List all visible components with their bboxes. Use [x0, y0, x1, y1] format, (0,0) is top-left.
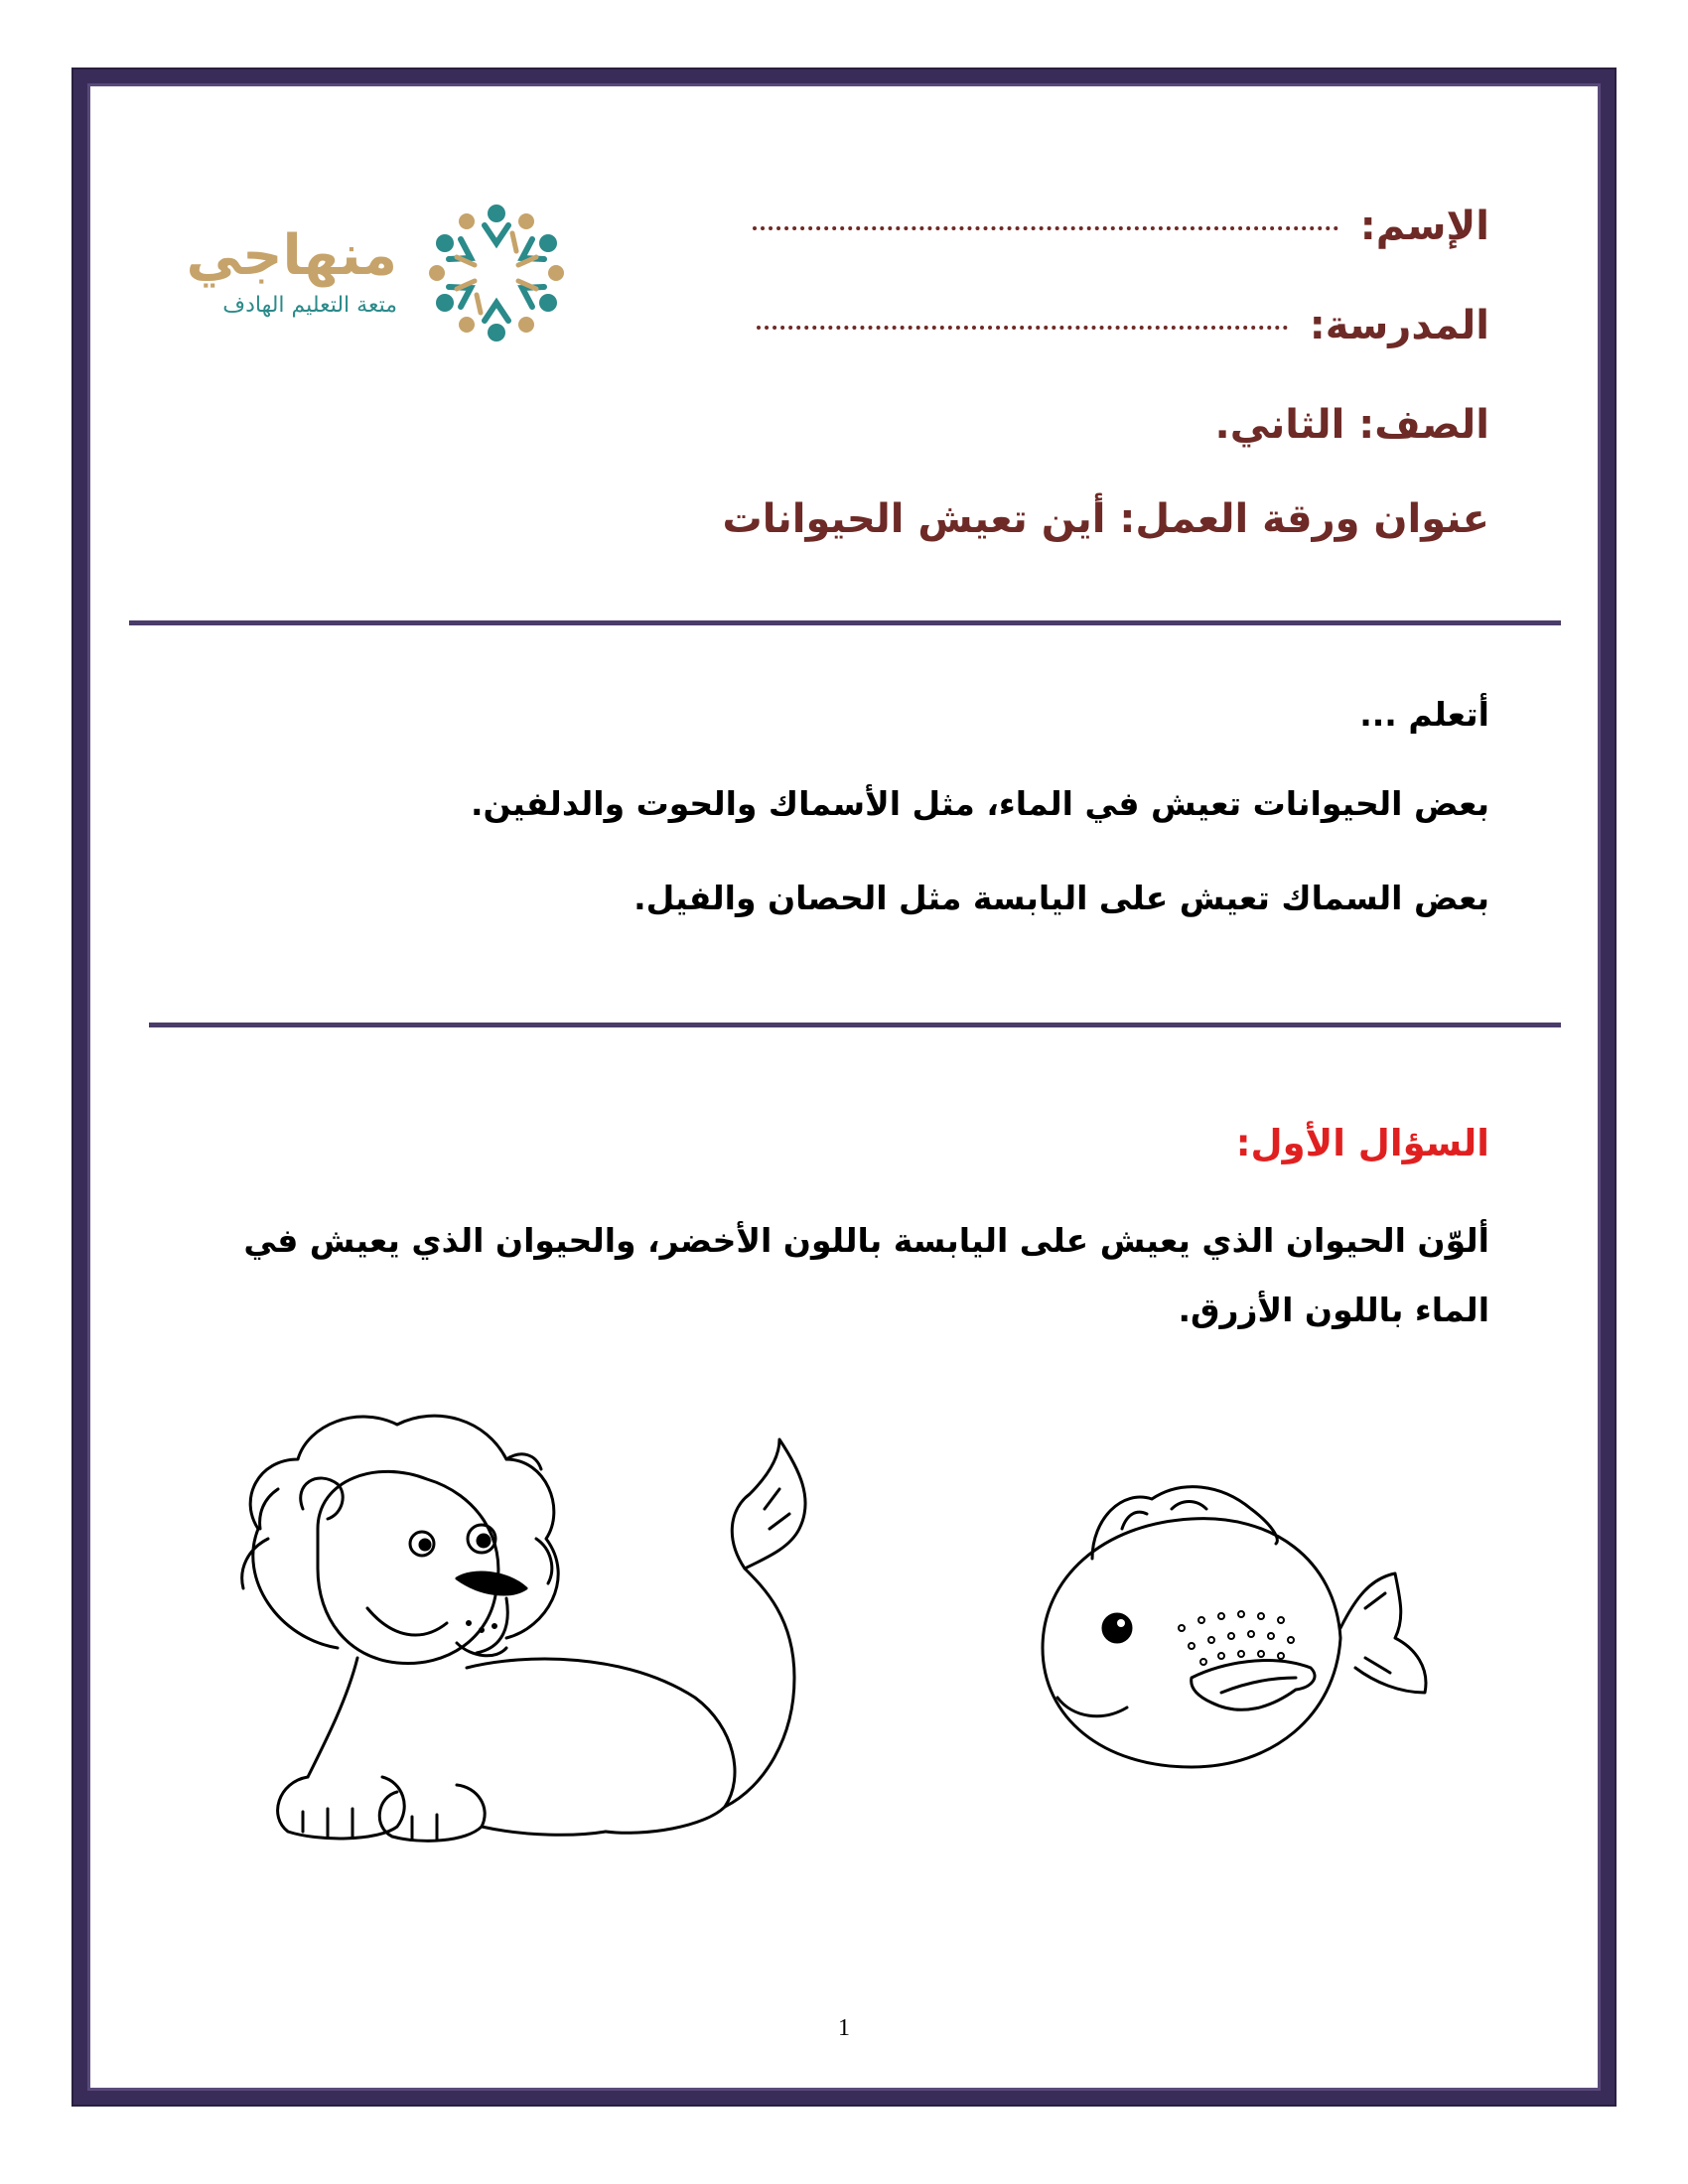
school-label: المدرسة:	[1309, 303, 1489, 348]
name-blank[interactable]	[753, 226, 1338, 230]
divider-middle	[149, 1023, 1561, 1027]
fish-illustration[interactable]	[1023, 1469, 1440, 1807]
page-number: 1	[838, 2015, 850, 2041]
divider-top	[129, 620, 1561, 625]
lion-illustration[interactable]	[209, 1400, 904, 1896]
school-blank[interactable]	[757, 326, 1288, 330]
school-field	[757, 303, 1489, 348]
logo-tagline: متعة التعليم الهادف	[222, 293, 397, 318]
logo-name: منهاجي	[186, 223, 397, 288]
grade-label: الصف: الثاني.	[1214, 402, 1489, 448]
question-title: السؤال الأول:	[1235, 1122, 1489, 1164]
learn-line-1: بعض الحيوانات تعيش في الماء، مثل الأسماك والحوت والدلفين.	[470, 784, 1489, 823]
logo-mark-icon	[417, 194, 576, 352]
question-text-line-1: ألوّن الحيوان الذي يعيش على اليابسة باللون الأخضر، والحيوان الذي يعيش في	[243, 1221, 1489, 1260]
name-label: الإسم:	[1359, 204, 1489, 249]
logo	[169, 194, 586, 352]
name-field	[753, 204, 1489, 249]
worksheet-title: عنوان ورقة العمل: أين تعيش الحيوانات	[722, 496, 1489, 542]
question-text-line-2: الماء باللون الأزرق.	[1178, 1291, 1489, 1329]
learn-heading: أتعلم ...	[1359, 695, 1489, 734]
learn-line-2: بعض السماك تعيش على اليابسة مثل الحصان والفيل.	[633, 879, 1489, 917]
